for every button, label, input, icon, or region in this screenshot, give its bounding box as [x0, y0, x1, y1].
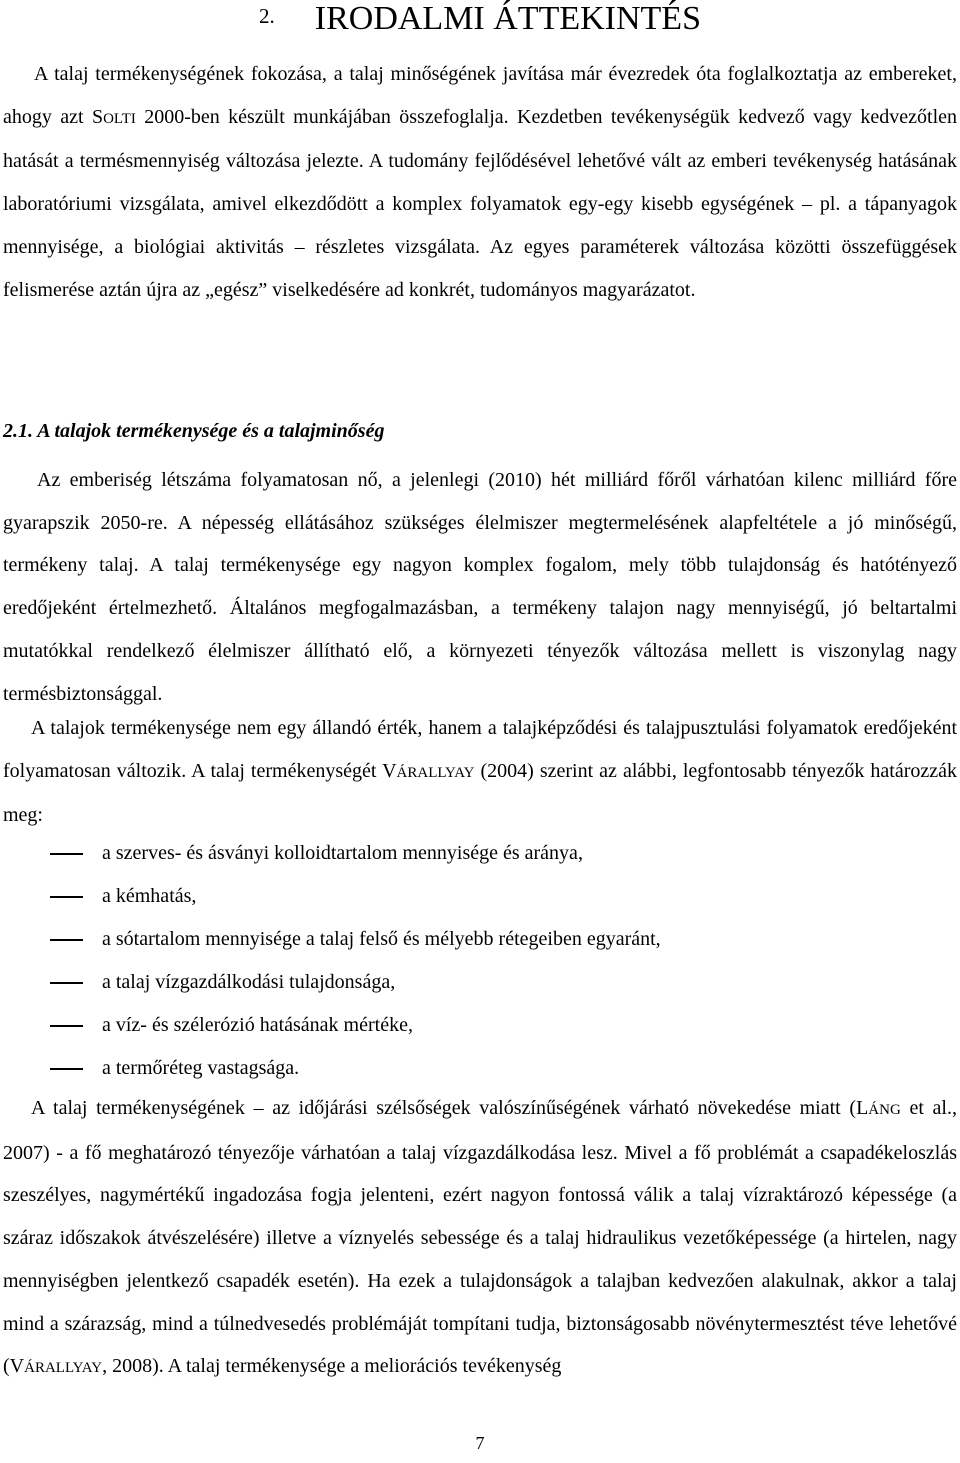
list-item: a szerves- és ásványi kolloidtartalom mennyisége és aránya,: [0, 832, 960, 875]
chapter-title: IRODALMI ÁTTEKINTÉS: [314, 0, 701, 37]
chapter-heading: [0, 0, 960, 42]
section-heading: 2.1. A talajok termékenysége és a talajminőség: [3, 420, 385, 442]
dash-bullet-icon: [50, 1025, 83, 1027]
author-citation: VÁRALLYAY: [382, 759, 475, 782]
list-item: a termőréteg vastagsága.: [0, 1047, 960, 1090]
list-item: a víz- és szélerózió hatásának mértéke,: [0, 1004, 960, 1047]
author-citation: SOLTI: [91, 105, 136, 128]
list-item: a talaj vízgazdálkodási tulajdonsága,: [0, 961, 960, 1004]
body-paragraph-1: Az emberiség létszáma folyamatosan nő, a jelenlegi (2010) hét milliárd főről várhatóan kilenc milliárd főre gyarapszik 2050-re. A népesség ellátásához szükséges élelmiszer megtermelésének alapfeltétele a jó minőségű, termékeny talaj. A talaj termékenysége egy nagyon komplex fogalom, mely több tulajdonság és hatótényező eredőjeként értelmezhető. Általános megfogalmazásban, a termékeny talajon nagy mennyiségű, jó beltartalmi mutatókkal rendelkező élelmiszer állítható elő, a környezeti tényezők változása mellett is viszonylag nagy termésbiztonsággal.: [3, 469, 957, 705]
author-citation: VÁRALLYAY: [9, 1355, 103, 1378]
author-citation: LÁNG: [856, 1097, 901, 1119]
dash-bullet-icon: [50, 1068, 83, 1070]
factor-list: [0, 832, 960, 1090]
chapter-number: 2.: [259, 4, 275, 28]
body-paragraph-3: A talaj termékenységének – az időjárási szélsőségek valószínűségének várható növekedése miatt (LÁNG et al., 2007) - a fő meghatározó tényezője várhatóan a talaj vízgazdálkodása lesz. Mivel a fő problémát a csapadékeloszlás szeszélyes, nagymértékű ingadozása fogja jelenteni, ezért nagyon fontossá válik a talaj vízraktározó képessége (a száraz időszakok átvészelésére) illetve a víznyelés sebessége és a talaj hidraulikus vezetőképessége (a hirtelen, nagy mennyiségben jelentkező csapadék esetén). Ha ezek a tulajdonságok a talajban kedvezően alakulnak, akkor a talaj mind a szárazság, mind a túlnedvesedés problémáját tompítani tudja, biztonságosabb növénytermesztést téve lehetővé (VÁRALLYAY, 2008). A talaj termékenysége a meliorációs tevékenység: [3, 1097, 957, 1378]
dash-bullet-icon: [50, 939, 83, 941]
list-item: a sótartalom mennyisége a talaj felső és mélyebb rétegeiben egyaránt,: [0, 918, 960, 961]
dash-bullet-icon: [50, 853, 83, 855]
dash-bullet-icon: [50, 982, 83, 984]
page-number: 7: [475, 1433, 485, 1453]
list-item: a kémhatás,: [0, 875, 960, 918]
body-paragraph-2: A talajok termékenysége nem egy állandó érték, hanem a talajképződési és talajpusztulási folyamatok eredőjeként folyamatosan változik. A talaj termékenységét VÁRALLYAY (2004) szerint az alábbi, legfontosabb tényezők határozzák meg:: [3, 717, 957, 827]
intro-paragraph: A talaj termékenységének fokozása, a talaj minőségének javítása már évezredek óta foglalkoztatja az embereket, ahogy azt SOLTI 2000-ben készült munkájában összefoglalja. Kezdetben tevékenységük kedvező vagy kedvezőtlen hatását a termésmennyiség változása jelezte. A tudomány fejlődésével lehetővé vált az emberi tevékenység hatásának laboratóriumi vizsgálata, amivel elkezdődött a komplex folyamatok egy-egy kisebb egységének – pl. a tápanyagok mennyisége, a biológiai aktivitás – részletes vizsgálata. Az egyes paraméterek változása közötti összefüggések felismerése aztán újra az „egész” viselkedésére ad konkrét, tudományos magyarázatot.: [3, 63, 958, 301]
dash-bullet-icon: [50, 896, 83, 898]
